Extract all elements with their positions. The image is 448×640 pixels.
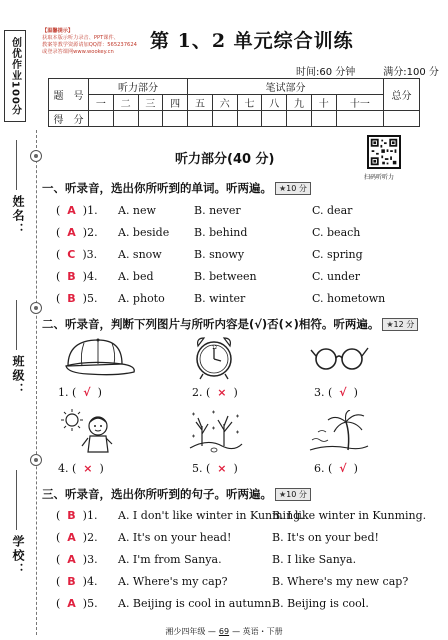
score-cell[interactable] xyxy=(287,111,312,127)
option-a: A. new xyxy=(118,204,156,217)
class-line xyxy=(16,300,17,350)
answer-blank[interactable]: ( B ) xyxy=(56,509,87,522)
answer-blank[interactable]: ( √ ) xyxy=(72,386,102,399)
q-number: 四 xyxy=(163,95,188,111)
page-title: 第 1、2 单元综合训练 xyxy=(150,30,354,52)
alarm-clock-icon xyxy=(190,332,238,382)
q-number: 五 xyxy=(188,95,213,111)
option-a: A. beside xyxy=(118,226,170,239)
points-badge xyxy=(382,318,418,331)
question-number: 3. xyxy=(314,386,325,399)
judge-mark: √ xyxy=(339,462,347,475)
time-limit: 时间:60 分钟 xyxy=(296,67,356,78)
q-number: 七 xyxy=(237,95,262,111)
picture-answer xyxy=(58,462,104,475)
answer-blank[interactable]: ( A ) xyxy=(56,531,88,544)
option-a: A. I'm from Sanya. xyxy=(118,553,222,566)
section-heading-text: 三、听录音，选出你所听到的句子。听两遍。 xyxy=(42,487,272,501)
listen-label: 听力部分 xyxy=(89,79,188,95)
option-b: B. between xyxy=(194,270,257,283)
name-label: 姓名： xyxy=(11,195,25,237)
full-score: 满分:100 分 xyxy=(383,67,439,78)
svg-text:12: 12 xyxy=(212,345,218,350)
glasses-icon xyxy=(310,344,372,372)
score-cell[interactable] xyxy=(384,111,420,127)
brand-text: 创优作业100分 xyxy=(9,36,21,116)
question-number: 5. xyxy=(86,292,98,305)
picture-answer xyxy=(314,462,358,475)
answer-blank[interactable]: ( A ) xyxy=(56,597,88,610)
part-title: 听力部分(40 分) xyxy=(175,152,275,167)
option-c: C. under xyxy=(312,270,360,283)
section-2-heading xyxy=(42,316,418,332)
q-number: 一 xyxy=(89,95,114,111)
judge-mark: √ xyxy=(83,386,91,399)
answer-blank[interactable]: ( A ) xyxy=(56,226,88,239)
score-cell[interactable] xyxy=(212,111,237,127)
answer-blank[interactable]: ( B ) xyxy=(56,292,87,305)
option-a: A. snow xyxy=(118,248,162,261)
option-c: C. spring xyxy=(312,248,363,261)
option-a: A. I don't like winter in Kunming. xyxy=(118,509,304,522)
qr-caption: 扫码听听力 xyxy=(364,174,395,181)
question-row xyxy=(56,292,386,305)
option-a: A. It's on your head! xyxy=(118,531,232,544)
answer-blank[interactable]: ( × ) xyxy=(72,462,104,475)
question-number: 1. xyxy=(58,386,69,399)
answer-blank[interactable]: ( B ) xyxy=(56,575,87,588)
question-row xyxy=(56,248,363,261)
question-row xyxy=(56,575,409,588)
score-table xyxy=(48,78,420,127)
question-number: 4. xyxy=(86,575,98,588)
score-cell[interactable] xyxy=(89,111,114,127)
option-b: B. I like winter in Kunming. xyxy=(272,509,427,522)
question-row xyxy=(56,553,357,566)
sun-boy-icon xyxy=(60,408,120,458)
answer-blank[interactable]: ( A ) xyxy=(56,553,88,566)
written-label: 笔试部分 xyxy=(188,79,384,95)
question-number: 1. xyxy=(87,204,98,217)
answer-blank[interactable]: ( C ) xyxy=(56,248,87,261)
binding-strip xyxy=(0,0,30,640)
answer-letter: B xyxy=(67,292,76,305)
binding-hole xyxy=(30,454,42,466)
answer-letter: A xyxy=(67,531,76,544)
option-c: C. beach xyxy=(312,226,361,239)
q-number: 三 xyxy=(138,95,163,111)
option-b: B. I like Sanya. xyxy=(272,553,357,566)
answer-letter: A xyxy=(67,597,76,610)
judge-mark: √ xyxy=(339,386,347,399)
score-cell[interactable] xyxy=(113,111,138,127)
judge-mark: × xyxy=(83,462,93,475)
option-b: B. never xyxy=(194,204,241,217)
option-a: A. Beijing is cool in autumn. xyxy=(118,597,275,610)
points-badge xyxy=(275,488,311,501)
score-cell[interactable] xyxy=(237,111,262,127)
q-label: 题 号 xyxy=(49,79,89,111)
question-row xyxy=(56,270,360,283)
binding-hole xyxy=(30,150,42,162)
question-row xyxy=(56,226,361,239)
option-b: B. behind xyxy=(194,226,248,239)
time-info xyxy=(296,63,439,78)
q-number: 八 xyxy=(262,95,287,111)
q-number: 二 xyxy=(113,95,138,111)
section-3-heading xyxy=(42,486,311,502)
question-number: 5. xyxy=(87,597,98,610)
question-number: 3. xyxy=(86,248,98,261)
promo-line: 获取本版示听力录音、PPT课件、 xyxy=(42,35,119,41)
question-number: 5. xyxy=(192,462,203,475)
answer-blank[interactable]: ( × ) xyxy=(206,462,238,475)
option-a: A. photo xyxy=(118,292,165,305)
name-line xyxy=(16,140,17,190)
q-number: 六 xyxy=(212,95,237,111)
question-row xyxy=(56,204,353,217)
judge-mark: × xyxy=(217,462,227,475)
total-label: 总分 xyxy=(384,79,420,111)
picture-answer xyxy=(192,462,238,475)
promo-heading: 【温馨提示】 xyxy=(42,28,74,34)
answer-blank[interactable]: ( A ) xyxy=(56,204,88,217)
star-icon: ★ xyxy=(279,490,287,499)
question-row xyxy=(56,531,379,544)
answer-blank[interactable]: ( √ ) xyxy=(328,386,358,399)
option-b: B. Beijing is cool. xyxy=(272,597,369,610)
question-number: 4. xyxy=(58,462,69,475)
section-1-heading xyxy=(42,180,311,196)
score-cell[interactable] xyxy=(188,111,213,127)
promo-note xyxy=(42,28,152,56)
brand-box xyxy=(4,30,26,122)
question-row xyxy=(56,597,369,610)
qr-code-icon[interactable] xyxy=(367,135,401,169)
question-number: 4. xyxy=(86,270,98,283)
picture-answer xyxy=(314,386,358,399)
footer-subject: 英语・下册 xyxy=(242,627,283,636)
score-label: 得 分 xyxy=(49,111,89,127)
points-value: 10 分 xyxy=(286,490,307,499)
question-number: 1. xyxy=(86,509,98,522)
score-cell[interactable] xyxy=(336,111,383,127)
beach-palm-icon xyxy=(308,410,370,454)
option-b: B. Where's my new cap? xyxy=(272,575,409,588)
cut-line xyxy=(36,130,37,635)
judge-mark: × xyxy=(217,386,227,399)
footer-grade: 湘少四年级 xyxy=(165,627,206,636)
points-value: 12 分 xyxy=(393,320,415,329)
answer-letter: A xyxy=(67,204,76,217)
answer-letter: B xyxy=(67,575,76,588)
answer-letter: B xyxy=(67,270,76,283)
option-c: C. hometown xyxy=(312,292,386,305)
answer-letter: A xyxy=(67,553,76,566)
question-number: 3. xyxy=(87,553,98,566)
option-c: C. dear xyxy=(312,204,353,217)
promo-line: 教案等教学资源请加QQ群：565237624 xyxy=(42,42,137,48)
star-icon: ★ xyxy=(279,184,287,193)
option-b: B. It's on your bed! xyxy=(272,531,379,544)
school-line xyxy=(16,470,17,530)
score-cell[interactable] xyxy=(262,111,287,127)
question-row xyxy=(56,509,427,522)
cap-icon xyxy=(58,336,138,380)
answer-blank[interactable]: ( √ ) xyxy=(328,462,358,475)
picture-answer xyxy=(58,386,102,399)
q-number: 九 xyxy=(287,95,312,111)
option-b: B. winter xyxy=(194,292,246,305)
points-value: 10 分 xyxy=(286,184,307,193)
promo-line: 或登录答课网www.wookey.cn xyxy=(42,49,114,55)
option-a: A. Where's my cap? xyxy=(118,575,228,588)
score-cell[interactable] xyxy=(311,111,336,127)
question-number: 2. xyxy=(192,386,203,399)
picture-answer xyxy=(192,386,238,399)
answer-letter: A xyxy=(67,226,76,239)
score-cell[interactable] xyxy=(138,111,163,127)
page-footer: 湘少四年级 — 69 — 英语・下册 xyxy=(165,627,283,636)
section-heading-text: 一、听录音，选出你所听到的单词。听两遍。 xyxy=(42,181,272,195)
answer-blank[interactable]: ( B ) xyxy=(56,270,87,283)
class-label: 班级： xyxy=(11,355,25,397)
snowy-trees-icon xyxy=(188,408,244,456)
answer-letter: B xyxy=(67,509,76,522)
q-number: 十 xyxy=(311,95,336,111)
option-b: B. snowy xyxy=(194,248,245,261)
points-badge xyxy=(275,182,311,195)
page-number: 69 xyxy=(218,627,230,636)
question-number: 2. xyxy=(87,531,98,544)
option-a: A. bed xyxy=(118,270,154,283)
q-number: 十一 xyxy=(336,95,383,111)
star-icon: ★ xyxy=(386,320,394,329)
binding-hole xyxy=(30,302,42,314)
section-heading-text: 二、听录音，判断下列图片与所听内容是(√)否(×)相符。听两遍。 xyxy=(42,317,380,331)
answer-blank[interactable]: ( × ) xyxy=(206,386,238,399)
question-number: 6. xyxy=(314,462,325,475)
answer-letter: C xyxy=(67,248,76,261)
score-cell[interactable] xyxy=(163,111,188,127)
question-number: 2. xyxy=(87,226,98,239)
school-label: 学校： xyxy=(11,535,25,577)
